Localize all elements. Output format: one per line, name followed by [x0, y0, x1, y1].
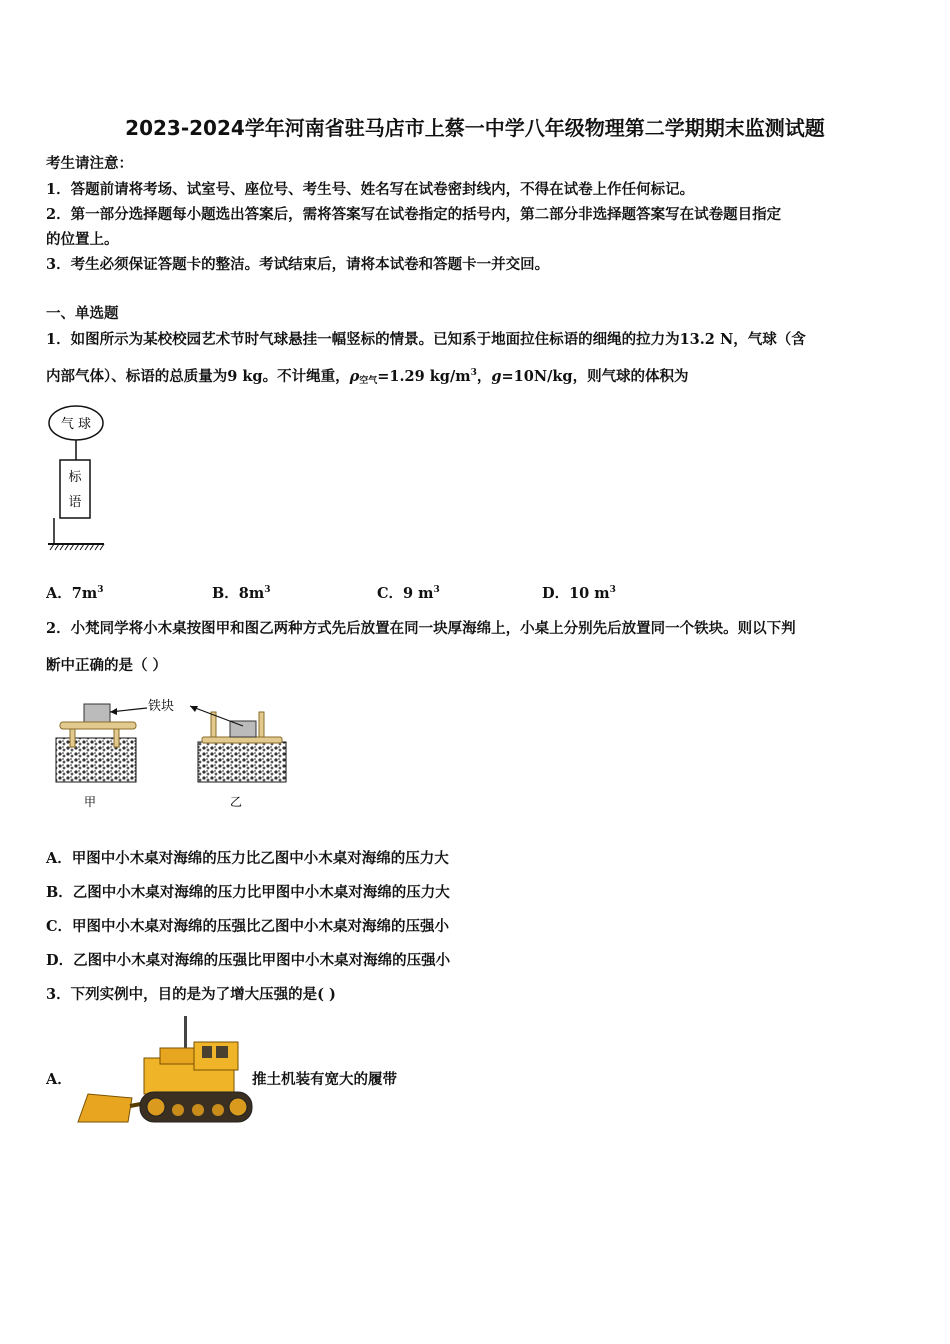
table-sponge-figure [50, 692, 300, 814]
notice-item-2-cont: 的位置上。 [46, 231, 119, 248]
q1-option-d[interactable]: D．10 $m^3$ [542, 585, 616, 602]
q2-line-1: 2．小梵同学将小木桌按图甲和图乙两种方式先后放置在同一块厚海绵上，小桌上分别先后放置同一个铁块。则以下判 [46, 620, 796, 637]
notice-item-1: 1．答题前请将考场、试室号、座位号、考生号、姓名写在试卷密封线内，不得在试卷上作任何标记。 [46, 181, 695, 198]
rho-symbol: ρ [349, 368, 360, 385]
q1-line-2: 内部气体）、标语的总质量为9 kg。不计绳重，$\rho_{空气}=1.29$ $kg/m^3$，g=10N/kg，则气球的体积为 [46, 368, 689, 386]
bulldozer-image [74, 1014, 254, 1128]
rho-subscript: 空气 [359, 376, 378, 386]
q3-line-1: 3．下列实例中，目的是为了增大压强的是( ) [46, 986, 336, 1003]
section-heading: 一、单选题 [46, 305, 119, 322]
q1-line-1: 1．如图所示为某校校园艺术节时气球悬挂一幅竖标的情景。已知系于地面拉住标语的细绳的拉力为13.2 N，气球（含 [46, 331, 806, 348]
g-symbol: g [491, 368, 502, 385]
q1-option-b[interactable]: B．$8m^3$ [212, 585, 271, 602]
q1-option-c[interactable]: C．9 $m^3$ [377, 585, 440, 602]
q2-option-c[interactable]: C．甲图中小木桌对海绵的压强比乙图中小木桌对海绵的压强小 [46, 918, 450, 935]
sign-label-1: 标 [68, 470, 82, 485]
sign-label-2: 语 [68, 495, 82, 510]
figure-label-jia: 甲 [84, 795, 97, 809]
iron-block-label: 铁块 [148, 699, 175, 714]
q3-option-a-text: 推土机装有宽大的履带 [252, 1071, 397, 1088]
q2-option-d[interactable]: D．乙图中小木桌对海绵的压强比甲图中小木桌对海绵的压强小 [46, 952, 451, 969]
q2-option-b[interactable]: B．乙图中小木桌对海绵的压力比甲图中小木桌对海绵的压力大 [46, 884, 450, 901]
iron-block-yi [230, 721, 256, 737]
q1-option-a[interactable]: A．$7m^3$ [46, 585, 104, 602]
balloon-label: 气 球 [60, 417, 92, 432]
balloon-figure [44, 398, 110, 556]
iron-block-jia [84, 704, 110, 722]
q3-option-a-label[interactable]: A． [46, 1071, 72, 1088]
q2-line-2: 断中正确的是（ ） [46, 657, 168, 674]
notice-item-2: 2．第一部分选择题每小题选出答案后，需将答案写在试卷指定的括号内，第二部分非选择题答案写在试卷题目指定 [46, 206, 782, 223]
page-title: 2023-2024学年河南省驻马店市上蔡一中学八年级物理第二学期期末监测试题 [125, 116, 825, 140]
figure-label-yi: 乙 [230, 795, 243, 809]
notice-item-3: 3．考生必须保证答题卡的整洁。考试结束后，请将本试卷和答题卡一并交回。 [46, 256, 550, 273]
q2-option-a[interactable]: A．甲图中小木桌对海绵的压力比乙图中小木桌对海绵的压力大 [46, 850, 449, 867]
notice-heading: 考生请注意： [46, 155, 133, 172]
